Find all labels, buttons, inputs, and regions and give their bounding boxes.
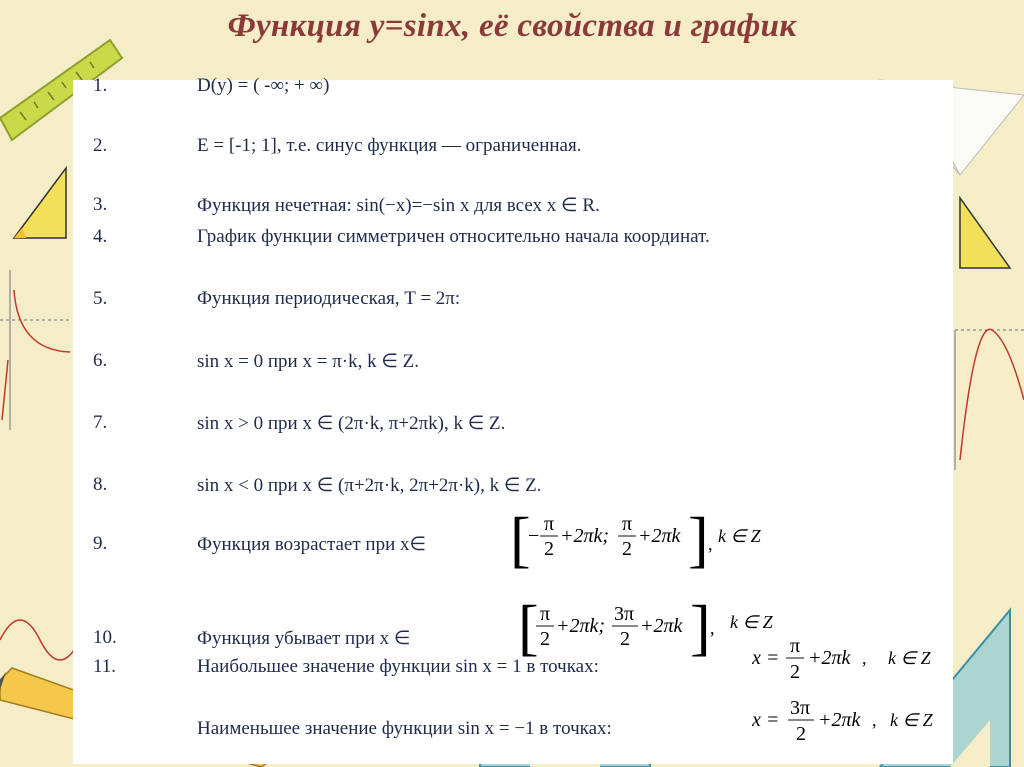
cos-graph-icon — [955, 329, 1024, 470]
svg-text:[: [ — [510, 506, 531, 574]
svg-text:k ∈ Z: k ∈ Z — [888, 648, 931, 668]
svg-text:k ∈ Z: k ∈ Z — [718, 526, 761, 546]
svg-text:π: π — [540, 603, 551, 625]
svg-text:,: , — [872, 710, 877, 730]
svg-text:,: , — [862, 648, 867, 668]
svg-text:+2πk: +2πk — [640, 615, 683, 637]
svg-text:2: 2 — [790, 661, 800, 683]
page-title: Функция y=sinx, её свойства и график — [227, 8, 797, 44]
svg-text:π: π — [622, 513, 633, 535]
svg-text:+2πk;: +2πk; — [556, 615, 606, 637]
svg-text:,: , — [708, 534, 713, 554]
svg-text:k ∈ Z: k ∈ Z — [730, 612, 773, 632]
svg-text:x =: x = — [752, 709, 780, 731]
svg-text:3π: 3π — [790, 697, 811, 719]
svg-text:,: , — [710, 618, 715, 638]
formula-increasing-interval — [510, 500, 790, 586]
svg-text:+2πk;: +2πk; — [560, 525, 610, 547]
svg-text:+2πk: +2πk — [818, 709, 861, 731]
svg-text:−: − — [528, 525, 540, 547]
svg-text:π: π — [790, 635, 801, 657]
formula-min-points — [752, 690, 952, 754]
svg-text:2: 2 — [796, 723, 806, 745]
hyperbola-graph-icon — [0, 270, 70, 430]
svg-text:]: ] — [688, 506, 709, 574]
svg-text:k ∈ Z: k ∈ Z — [890, 710, 933, 730]
svg-text:2: 2 — [544, 538, 554, 560]
formula-max-points — [752, 628, 952, 690]
svg-text:x =: x = — [752, 647, 780, 669]
svg-text:2: 2 — [540, 628, 550, 650]
svg-text:+2πk: +2πk — [808, 647, 851, 669]
svg-text:]: ] — [690, 594, 711, 662]
triangle-abc-right-icon — [960, 198, 1010, 268]
svg-text:2: 2 — [620, 628, 630, 650]
svg-text:2: 2 — [622, 538, 632, 560]
svg-text:π: π — [544, 513, 555, 535]
svg-text:3π: 3π — [614, 603, 635, 625]
svg-text:+2πk: +2πk — [638, 525, 681, 547]
svg-text:[: [ — [518, 594, 539, 662]
triangle-abc-icon — [14, 168, 66, 238]
